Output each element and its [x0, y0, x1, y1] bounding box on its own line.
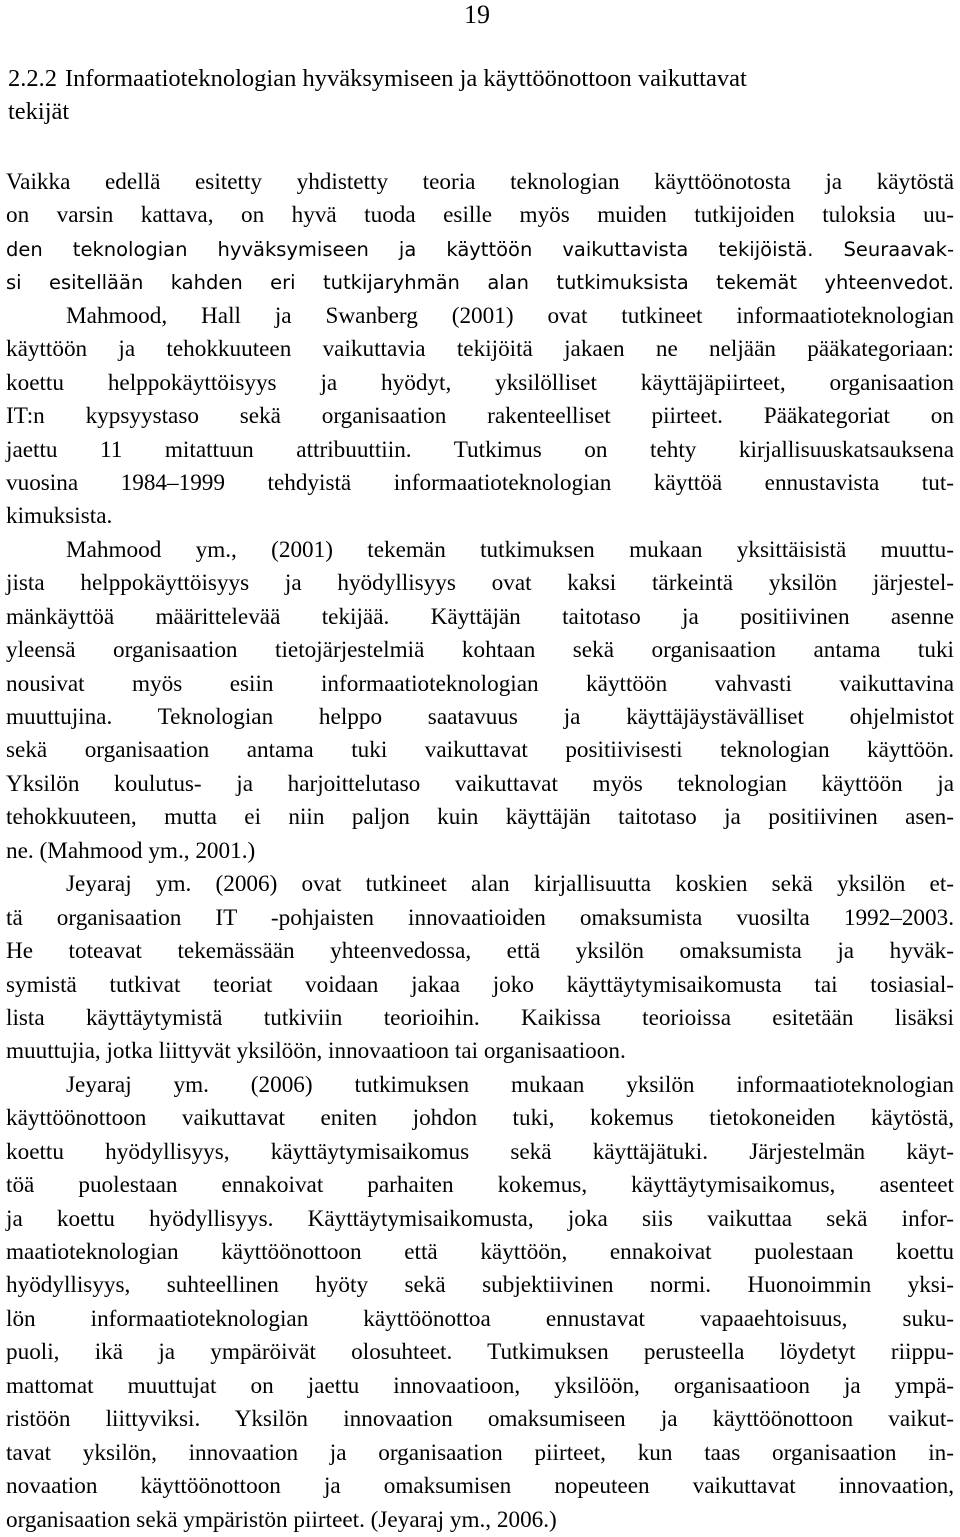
page-number: 19 [464, 0, 490, 29]
text-line: tavat yksilön, innovaation ja organisaation piirteet, kun taas organisaation in- [6, 1439, 954, 1466]
text-line: puoli, ikä ja ympäröivät olosuhteet. Tutkimuksen perusteella löydetyt riippu- [6, 1339, 954, 1366]
text-line: kimuksista. [6, 503, 113, 530]
text-line: jaettu 11 mitattuun attribuuttiin. Tutkimus on tehty kirjallisuuskatsauksena [6, 436, 954, 463]
text-line: sekä organisaation antama tuki vaikuttavat positiivisesti teknologian käyttöön. [6, 737, 954, 764]
text-line: tehokkuuteen, mutta ei niin paljon kuin käyttäjän taitotaso ja positiivinen asen- [6, 804, 954, 831]
section-title-line1: Informaatioteknologian hyväksymiseen ja käyttöönottoon vaikuttavat [65, 65, 747, 92]
text-line: Jeyaraj ym. (2006) ovat tutkineet alan kirjallisuutta koskien sekä yksilön et- [66, 871, 954, 898]
text-line: muuttujia, jotka liittyvät yksilöön, innovaatioon tai organisaatioon. [6, 1038, 626, 1065]
text-line: IT:n kypsyystaso sekä organisaation rakenteelliset piirteet. Pääkategoriat on [6, 403, 954, 430]
text-line: Mahmood, Hall ja Swanberg (2001) ovat tutkineet informaatioteknologian [66, 302, 954, 329]
text-line: mänkäyttöä määrittelevää tekijää. Käyttäjän taitotaso ja positiivinen asenne [6, 603, 954, 630]
text-line: käyttöönottoon vaikuttavat eniten johdon tuki, kokemus tietokoneiden käytöstä, [6, 1105, 954, 1132]
section-title-line2: tekijät [8, 98, 70, 125]
text-line: ne. (Mahmood ym., 2001.) [6, 837, 256, 864]
text-line: ristöön liittyviksi. Yksilön innovaation omaksumiseen ja käyttöönottoon vaikut- [6, 1406, 954, 1433]
text-line: hyödyllisyys, suhteellinen hyöty sekä subjektiivinen normi. Huonoimmin yksi- [6, 1272, 954, 1299]
text-line: käyttöön ja tehokkuuteen vaikuttavia tekijöitä jakaen ne neljään pääkategoriaan: [6, 336, 954, 363]
text-line: yleensä organisaation tietojärjestelmiä kohtaan sekä organisaation antama tuki [6, 637, 954, 664]
text-line: He toteavat tekemässään yhteenvedossa, että yksilön omaksumista ja hyväk- [6, 938, 954, 965]
text-line: Vaikka edellä esitetty yhdistetty teoria teknologian käyttöönotosta ja käytöstä [6, 169, 954, 195]
text-line: mattomat muuttujat on jaettu innovaatioon, yksilöön, organisaatioon ja ympä- [6, 1372, 954, 1399]
section-heading [8, 62, 952, 128]
text-line: symistä tutkivat teoriat voidaan jakaa joko käyttäytymisaikomusta tai tosiasial- [6, 971, 954, 998]
text-line: Mahmood ym., (2001) tekemän tutkimuksen mukaan yksittäisistä muuttu- [66, 536, 954, 563]
text-line: novaation käyttöönottoon ja omaksumisen nopeuteen vaikuttavat innovaation, [6, 1473, 954, 1500]
text-line: si esitellään kahden eri tutkijaryhmän alan tutkimuksista tekemät yhteenvedot. [6, 271, 954, 295]
text-line: jista helppokäyttöisyys ja hyödyllisyys ovat kaksi tärkeintä yksilön järjestel- [6, 570, 954, 597]
text-line: maatioteknologian käyttöönottoon että käyttöön, ennakoivat puolestaan koettu [6, 1239, 954, 1265]
text-line: vuosina 1984–1999 tehdyistä informaatioteknologian käyttöä ennustavista tut- [6, 469, 954, 496]
text-line: Yksilön koulutus- ja harjoittelutaso vaikuttavat myös teknologian käyttöön ja [6, 770, 954, 797]
text-line: koettu hyödyllisyys, käyttäytymisaikomus sekä käyttäjätuki. Järjestelmän käyt- [6, 1138, 954, 1165]
body-text [6, 166, 954, 1537]
text-line: lön informaatioteknologian käyttöönottoa ennustavat vapaaehtoisuus, suku- [6, 1305, 954, 1332]
text-line: lista käyttäytymistä tutkiviin teorioihin. Kaikissa teorioissa esitetään lisäksi [6, 1004, 954, 1031]
section-number: 2.2.2 [8, 65, 57, 92]
text-line: ja koettu hyödyllisyys. Käyttäytymisaikomusta, joka siis vaikuttaa sekä infor- [6, 1205, 954, 1232]
text-line: den teknologian hyväksymiseen ja käyttöön vaikuttavista tekijöistä. Seuraavak- [6, 237, 954, 261]
text-line: organisaation sekä ympäristön piirteet. (Jeyaraj ym., 2006.) [6, 1506, 557, 1533]
text-line: muuttujina. Teknologian helppo saatavuus ja käyttäjäystävälliset ohjelmistot [6, 704, 954, 730]
text-line: koettu helppokäyttöisyys ja hyödyt, yksilölliset käyttäjäpiirteet, organisaation [6, 369, 954, 396]
text-line: nousivat myös esiin informaatioteknologian käyttöön vahvasti vaikuttavina [6, 670, 954, 697]
text-line: Jeyaraj ym. (2006) tutkimuksen mukaan yksilön informaatioteknologian [66, 1071, 954, 1098]
text-line: on varsin kattava, on hyvä tuoda esille myös muiden tutkijoiden tuloksia uu- [6, 202, 954, 229]
text-line: tä organisaation IT -pohjaisten innovaatioiden omaksumista vuosilta 1992–2003. [6, 904, 954, 931]
text-line: töä puolestaan ennakoivat parhaiten kokemus, käyttäytymisaikomus, asenteet [6, 1172, 954, 1199]
